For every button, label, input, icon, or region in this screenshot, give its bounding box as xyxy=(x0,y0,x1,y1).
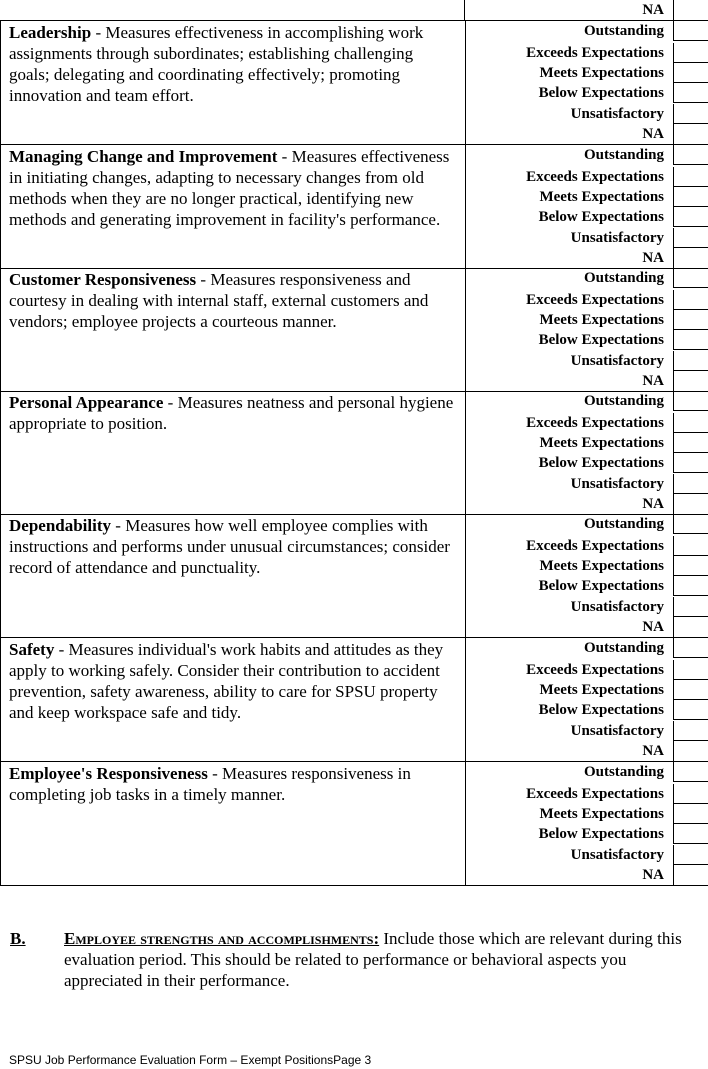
rating-checkbox[interactable] xyxy=(673,700,708,720)
criterion-description xyxy=(0,762,466,886)
rating-checkbox[interactable] xyxy=(673,762,708,782)
rating-row xyxy=(466,576,708,596)
criterion-description xyxy=(0,268,466,392)
rating-row xyxy=(466,638,708,658)
rating-checkbox[interactable] xyxy=(673,104,708,124)
rating-row xyxy=(466,845,708,865)
carryover-label-cell xyxy=(465,0,673,21)
rating-options xyxy=(466,21,708,145)
rating-label: NA xyxy=(642,250,664,266)
criterion-block xyxy=(0,514,708,638)
rating-checkbox[interactable] xyxy=(673,0,708,21)
rating-label: Outstanding xyxy=(583,393,664,409)
rating-label: NA xyxy=(642,743,664,759)
rating-row xyxy=(466,228,708,248)
criterion-block xyxy=(0,145,708,269)
rating-label: Meets Expectations xyxy=(539,806,664,822)
criterion-title: Dependability xyxy=(9,516,112,535)
rating-row xyxy=(466,104,708,124)
rating-checkbox[interactable] xyxy=(673,124,708,144)
rating-label: Below Expectations xyxy=(538,702,664,718)
rating-row xyxy=(466,680,708,700)
rating-options xyxy=(466,638,708,762)
rating-row xyxy=(466,167,708,187)
rating-checkbox[interactable] xyxy=(673,721,708,741)
criterion-title: Employee's Responsiveness xyxy=(9,764,208,783)
rating-row xyxy=(466,433,708,453)
rating-label: Outstanding xyxy=(583,270,664,286)
criterion-text: Measures responsiveness and courtesy in dealing with internal staff, external customers and vendors; employee projects a courteous manner. xyxy=(9,270,429,331)
rating-row xyxy=(466,63,708,83)
rating-label: Below Expectations xyxy=(538,332,664,348)
rating-label: Meets Expectations xyxy=(539,312,664,328)
rating-checkbox[interactable] xyxy=(673,371,708,391)
rating-row xyxy=(466,413,708,433)
rating-row xyxy=(466,330,708,350)
rating-checkbox[interactable] xyxy=(673,413,708,433)
rating-checkbox[interactable] xyxy=(673,330,708,350)
rating-checkbox[interactable] xyxy=(673,494,708,514)
rating-checkbox[interactable] xyxy=(673,617,708,637)
criterion-title: Safety xyxy=(9,640,55,659)
rating-row xyxy=(466,310,708,330)
rating-label: Outstanding xyxy=(583,23,664,39)
rating-label: NA xyxy=(642,126,664,142)
criterion-separator: - xyxy=(111,516,126,535)
criterion-block xyxy=(0,21,708,145)
rating-checkbox[interactable] xyxy=(673,83,708,103)
rating-label: Exceeds Expectations xyxy=(526,45,664,61)
rating-row xyxy=(466,248,708,268)
rating-row xyxy=(466,741,708,761)
rating-label: Unsatisfactory xyxy=(570,723,664,739)
rating-label: NA xyxy=(642,619,664,635)
rating-checkbox[interactable] xyxy=(673,638,708,658)
rating-row xyxy=(466,21,708,41)
rating-checkbox[interactable] xyxy=(673,453,708,473)
rating-checkbox[interactable] xyxy=(673,784,708,804)
rating-row xyxy=(466,124,708,144)
rating-checkbox[interactable] xyxy=(673,865,708,885)
criterion-text: Measures individual's work habits and attitudes as they apply to working safely. Consider their contribution to accident prevention, safety awareness, ability to care for SPSU property and keep workspace safe and tidy. xyxy=(9,640,444,722)
rating-checkbox[interactable] xyxy=(673,536,708,556)
rating-label: Outstanding xyxy=(583,147,664,163)
criterion-block xyxy=(0,268,708,392)
carryover-row xyxy=(0,0,708,21)
criterion-title: Personal Appearance xyxy=(9,393,164,412)
rating-row xyxy=(466,865,708,885)
rating-row xyxy=(466,145,708,165)
criterion-title: Managing Change and Improvement xyxy=(9,147,278,166)
criterion-block xyxy=(0,391,708,515)
rating-label-na: NA xyxy=(642,2,664,18)
rating-row xyxy=(466,391,708,411)
rating-label: Below Expectations xyxy=(538,455,664,471)
rating-row xyxy=(466,207,708,227)
rating-label: Exceeds Expectations xyxy=(526,662,664,678)
criterion-separator: - xyxy=(163,393,178,412)
criterion-separator: - xyxy=(277,147,292,166)
criterion-title: Customer Responsiveness xyxy=(9,270,197,289)
rating-checkbox[interactable] xyxy=(673,21,708,41)
rating-label: Meets Expectations xyxy=(539,189,664,205)
rating-checkbox[interactable] xyxy=(673,290,708,310)
rating-row xyxy=(466,268,708,288)
rating-checkbox[interactable] xyxy=(673,167,708,187)
rating-row xyxy=(466,660,708,680)
rating-label: Unsatisfactory xyxy=(570,106,664,122)
criterion-separator: - xyxy=(54,640,69,659)
rating-label: NA xyxy=(642,373,664,389)
rating-checkbox[interactable] xyxy=(673,680,708,700)
rating-label: Exceeds Expectations xyxy=(526,292,664,308)
rating-checkbox[interactable] xyxy=(673,207,708,227)
rating-checkbox[interactable] xyxy=(673,474,708,494)
section-b-body xyxy=(64,928,700,991)
rating-label: Unsatisfactory xyxy=(570,230,664,246)
carryover-empty-cell xyxy=(0,0,465,21)
rating-options xyxy=(466,514,708,638)
rating-options xyxy=(466,268,708,392)
rating-row xyxy=(466,804,708,824)
rating-label: Meets Expectations xyxy=(539,65,664,81)
rating-checkbox[interactable] xyxy=(673,145,708,165)
page-footer: SPSU Job Performance Evaluation Form – Exempt PositionsPage 3 xyxy=(9,1053,372,1067)
criterion-description xyxy=(0,145,466,269)
rating-checkbox[interactable] xyxy=(673,824,708,844)
rating-row xyxy=(466,83,708,103)
criterion-description xyxy=(0,391,466,515)
rating-checkbox[interactable] xyxy=(673,433,708,453)
criterion-text: Measures responsiveness in completing job tasks in a timely manner. xyxy=(9,764,411,804)
criterion-separator: - xyxy=(196,270,211,289)
criterion-block xyxy=(0,762,708,886)
rating-row xyxy=(466,784,708,804)
rating-checkbox[interactable] xyxy=(673,804,708,824)
rating-label: Exceeds Expectations xyxy=(526,538,664,554)
rating-checkbox[interactable] xyxy=(673,514,708,534)
criterion-text: Measures neatness and personal hygiene appropriate to position. xyxy=(9,393,454,433)
section-b-heading: Employee strengths and accomplishments: xyxy=(64,929,380,948)
rating-checkbox[interactable] xyxy=(673,351,708,371)
rating-label: Meets Expectations xyxy=(539,682,664,698)
rating-row xyxy=(466,617,708,637)
rating-row xyxy=(466,514,708,534)
rating-row xyxy=(466,43,708,63)
rating-label: Unsatisfactory xyxy=(570,476,664,492)
rating-row xyxy=(466,371,708,391)
criterion-title: Leadership xyxy=(9,23,92,42)
rating-row xyxy=(466,494,708,514)
rating-label: Unsatisfactory xyxy=(570,599,664,615)
rating-label: Unsatisfactory xyxy=(570,353,664,369)
rating-label: NA xyxy=(642,496,664,512)
criterion-separator: - xyxy=(91,23,106,42)
rating-label: Meets Expectations xyxy=(539,435,664,451)
rating-checkbox[interactable] xyxy=(673,845,708,865)
rating-checkbox[interactable] xyxy=(673,228,708,248)
rating-checkbox[interactable] xyxy=(673,187,708,207)
rating-row xyxy=(466,474,708,494)
criterion-text: Measures effectiveness in initiating changes, adapting to necessary changes from old methods when they are no longer practical, identifying new methods and generating improvement in facility's performance. xyxy=(9,147,450,229)
rating-options xyxy=(466,391,708,515)
criterion-description xyxy=(0,21,466,145)
rating-checkbox[interactable] xyxy=(673,63,708,83)
rating-checkbox[interactable] xyxy=(673,597,708,617)
rating-label: NA xyxy=(642,867,664,883)
rating-label: Exceeds Expectations xyxy=(526,169,664,185)
section-b-letter: B. xyxy=(10,929,26,948)
criterion-text: Measures how well employee complies with instructions and performs under unusual circumstances; consider record of attendance and punctuality. xyxy=(9,516,450,577)
rating-label: Unsatisfactory xyxy=(570,847,664,863)
criterion-block xyxy=(0,638,708,762)
rating-row xyxy=(466,453,708,473)
section-b-text: Include those which are relevant during this evaluation period. This should be related to performance or behavioral aspects you appreciated in their performance. xyxy=(64,929,682,990)
rating-checkbox[interactable] xyxy=(673,741,708,761)
rating-label: Outstanding xyxy=(583,516,664,532)
rating-row xyxy=(466,721,708,741)
rating-row xyxy=(466,824,708,844)
rating-checkbox[interactable] xyxy=(673,576,708,596)
rating-row xyxy=(466,187,708,207)
rating-checkbox[interactable] xyxy=(673,43,708,63)
rating-row xyxy=(466,556,708,576)
rating-row xyxy=(466,290,708,310)
rating-options xyxy=(466,145,708,269)
rating-row xyxy=(466,351,708,371)
rating-checkbox[interactable] xyxy=(673,556,708,576)
rating-label: Outstanding xyxy=(583,640,664,656)
rating-checkbox[interactable] xyxy=(673,310,708,330)
rating-row xyxy=(466,536,708,556)
rating-label: Meets Expectations xyxy=(539,558,664,574)
rating-label: Outstanding xyxy=(583,764,664,780)
rating-options xyxy=(466,762,708,886)
rating-checkbox[interactable] xyxy=(673,248,708,268)
rating-checkbox[interactable] xyxy=(673,391,708,411)
criterion-text: Measures effectiveness in accomplishing work assignments through subordinates; establishing challenging goals; delegating and coordinating effectively; promoting innovation and team effort. xyxy=(9,23,424,105)
criterion-separator: - xyxy=(207,764,222,783)
rating-label: Below Expectations xyxy=(538,85,664,101)
criterion-description xyxy=(0,514,466,638)
rating-label: Below Expectations xyxy=(538,209,664,225)
rating-label: Exceeds Expectations xyxy=(526,415,664,431)
criterion-description xyxy=(0,638,466,762)
rating-row xyxy=(466,762,708,782)
rating-label: Below Expectations xyxy=(538,578,664,594)
rating-label: Exceeds Expectations xyxy=(526,786,664,802)
rating-checkbox[interactable] xyxy=(673,660,708,680)
rating-row xyxy=(466,597,708,617)
rating-row xyxy=(466,700,708,720)
rating-checkbox[interactable] xyxy=(673,268,708,288)
rating-label: Below Expectations xyxy=(538,826,664,842)
